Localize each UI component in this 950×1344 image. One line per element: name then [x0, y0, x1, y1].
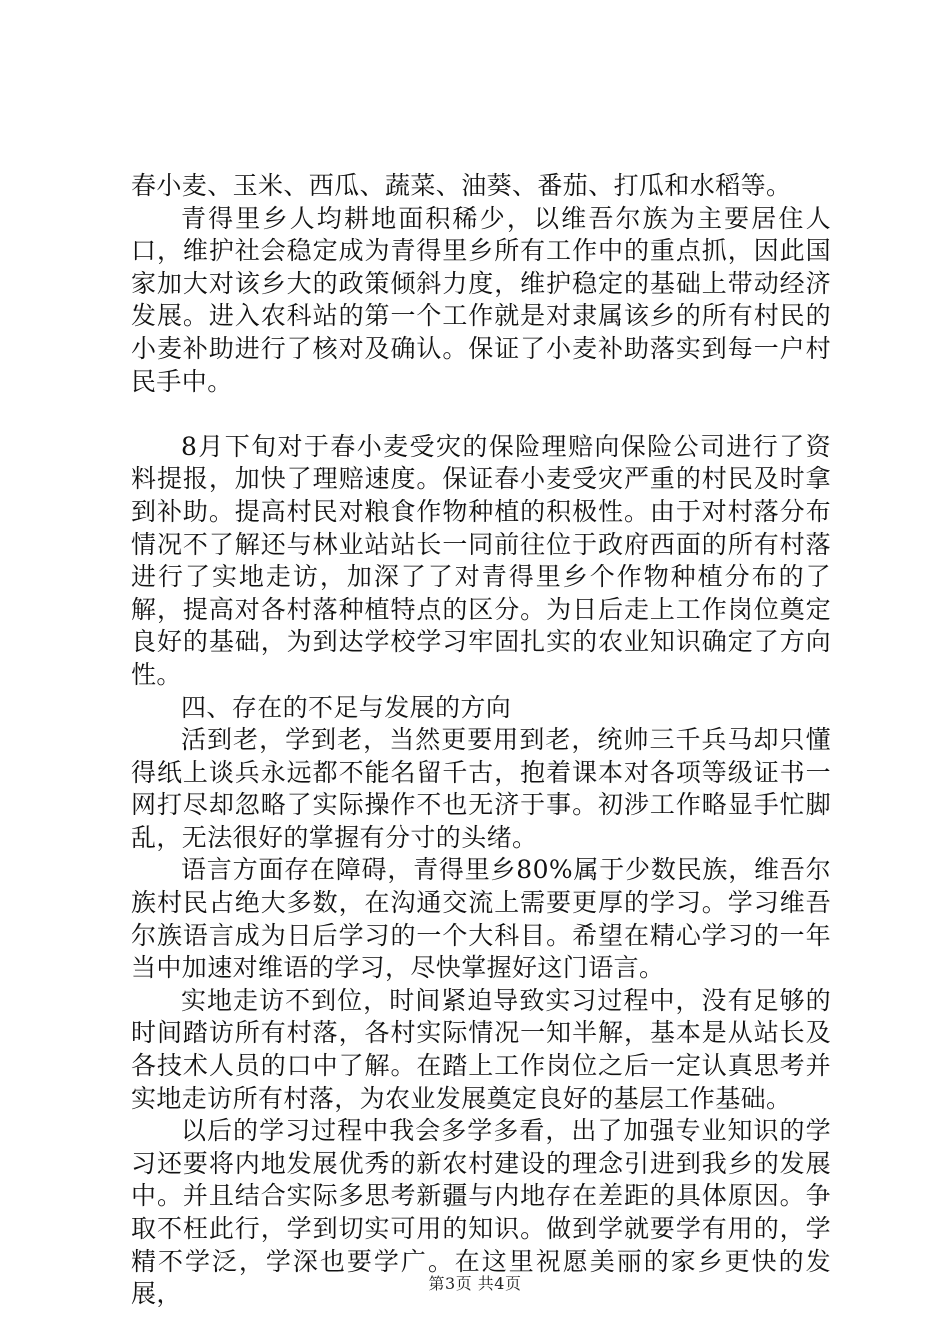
paragraph-lifelong-learning: 活到老，学到老，当然更要用到老，统帅三千兵马却只懂得纸上谈兵永远都不能名留千古，抱着课本对各项等级证书一网打尽却忽略了实际操作不也无济于事。初涉工作略显手忙脚乱，无法很好的掌握有分寸的头绪。: [131, 725, 831, 852]
paragraph-gap: [131, 398, 831, 431]
page-footer: 第3页 共4页: [428, 1274, 522, 1293]
document-body: [131, 170, 831, 1311]
section-heading-shortcomings: 四、存在的不足与发展的方向: [181, 692, 512, 722]
paragraph-crops-list: 春小麦、玉米、西瓜、蔬菜、油葵、番茄、打瓜和水稻等。: [131, 171, 792, 200]
paragraph-insurance-claims: 8月下旬对于春小麦受灾的保险理赔向保险公司进行了资料提报，加快了理赔速度。保证春小麦受灾严重的村民及时拿到补助。提高村民对粮食作物种植的积极性。由于对村落分布情况不了解还与林业站站长一同前往位于政府西面的所有村落进行了实地走访，加深了了对青得里乡个作物种植分布的了解，提高对各村落种植特点的区分。为日后走上工作岗位奠定良好的基础，为到达学校学习牢固扎实的农业知识确定了方向性。: [131, 431, 831, 689]
paragraph-future-plans: 以后的学习过程中我会多学多看，出了加强专业知识的学习还要将内地发展优秀的新农村建设的理念引进到我乡的发展中。并且结合实际多思考新疆与内地存在差距的具体原因。争取不枉此行，学到切实可用的知识。做到学就要学有用的，学精不学泛，学深也要学广。在这里祝愿美丽的家乡更快的发展，: [131, 1116, 831, 1309]
paragraph-language-barrier: 语言方面存在障碍，青得里乡80%属于少数民族，维吾尔族村民占绝大多数，在沟通交流上需要更厚的学习。学习维吾尔族语言成为日后学习的一个大科目。希望在精心学习的一年当中加速对维语的学习，尽快掌握好这门语言。: [131, 855, 831, 983]
paragraph-township-overview: 青得里乡人均耕地面积稀少，以维吾尔族为主要居住人口，维护社会稳定成为青得里乡所有工作中的重点抓，因此国家加大对该乡大的政策倾斜力度，维护稳定的基础上带动经济发展。进入农科站的第一个工作就是对隶属该乡的所有村民的小麦补助进行了核对及确认。保证了小麦补助落实到每一户村民手中。: [131, 203, 831, 396]
paragraph-field-visits: 实地走访不到位，时间紧迫导致实习过程中，没有足够的时间踏访所有村落，各村实际情况一知半解，基本是从站长及各技术人员的口中了解。在踏上工作岗位之后一定认真思考并实地走访所有村落，为农业发展奠定良好的基层工作基础。: [131, 985, 831, 1113]
